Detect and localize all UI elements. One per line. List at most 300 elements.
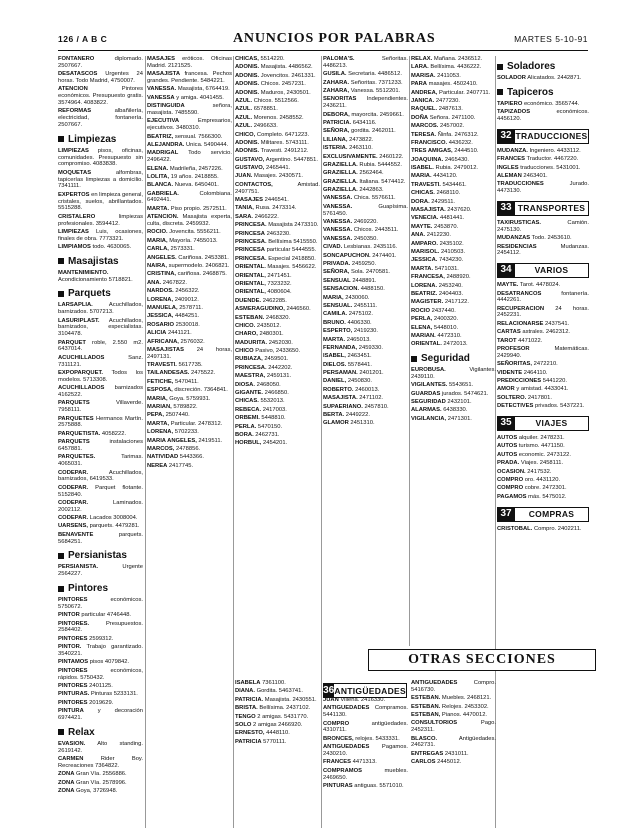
ad-keyword: SEÑORITAS, (497, 361, 532, 368)
classified-ad (411, 140, 496, 147)
classified-ad (411, 720, 496, 734)
ad-text: turismo. 4471150. (517, 443, 565, 450)
ad-keyword: PINTORES (58, 699, 88, 706)
ad-keyword: GABRIELA. (147, 190, 179, 197)
section-number: 34 (497, 263, 515, 278)
classified-ad (58, 385, 143, 399)
classified-ad (147, 438, 232, 445)
classified-ad (497, 321, 589, 328)
ad-text: Cariñosa. 2453381. (176, 254, 229, 261)
classified-ad (58, 302, 143, 316)
bullet-square-icon (497, 89, 503, 95)
classified-ad (411, 695, 496, 702)
ad-text: Maduros, 2430501. (259, 89, 311, 96)
ad-keyword: RAQUEL. (411, 106, 438, 113)
ad-text: fontanería. 4442261. (497, 290, 589, 304)
ad-keyword: SOLO (235, 721, 252, 728)
ad-keyword: ANTIGUEDADES (323, 744, 370, 751)
classified-ad (58, 439, 143, 453)
ad-keyword: CODEPAR. (58, 484, 89, 491)
ad-keyword: PATRICIA. (323, 119, 352, 126)
classified-ad (411, 157, 496, 164)
classified-ad (235, 365, 320, 372)
classified-ad (235, 356, 320, 363)
classified-ad (411, 266, 496, 273)
ad-text: 2432101. (445, 399, 472, 406)
ad-keyword: PEPA, (147, 412, 164, 419)
ad-keyword: FRANCISCO. (411, 139, 448, 146)
ad-keyword: TAROT (497, 337, 517, 344)
ad-text: 2463451. (345, 353, 372, 360)
classified-ad (147, 86, 232, 93)
ad-text: 19 años. 2418855. (169, 173, 219, 180)
ad-text: 2453870. (432, 223, 459, 230)
ad-keyword: AZUL. (235, 106, 253, 113)
ad-text: 2465430. (443, 156, 470, 163)
ad-text: Señoritas. 7371233. (349, 79, 403, 86)
ad-text: 2442202. (266, 364, 293, 371)
ads-column-5 (411, 56, 496, 646)
classified-ad (323, 137, 408, 144)
ad-keyword: PARQUETS (58, 439, 90, 446)
ad-keyword: TERESA. (411, 131, 437, 138)
ad-text: 6438330. (441, 407, 468, 414)
ad-text: y amistad. 4433041. (514, 386, 569, 393)
ad-keyword: DISTINGUIDA (147, 103, 185, 110)
ad-keyword: MARIA, (323, 294, 344, 301)
ad-keyword: ESPERTO, (323, 328, 353, 335)
ad-keyword: MARIAN, (147, 404, 172, 411)
ad-keyword: MAESTRA, (235, 373, 266, 380)
classified-ad (235, 730, 320, 737)
ad-keyword: JESSICA. (411, 257, 438, 264)
ad-text: 2530018. (174, 321, 200, 328)
ad-text: Pintores económicos. Presupuesto gratis. 3574964. 4083822. (58, 86, 143, 106)
ad-text: económicos, rápidos. 5750432. (58, 667, 143, 681)
ad-text: Particular. 2407711. (437, 89, 491, 96)
ad-text: 2475102. (347, 311, 373, 318)
classified-ad (323, 736, 408, 743)
ad-keyword: ERNESTO, (235, 730, 265, 737)
ad-text: Antigüedades. 2462731. (411, 735, 496, 749)
classified-ad (147, 246, 232, 253)
ad-keyword: PARQUETISTA. (58, 430, 101, 437)
ad-keyword: UARSENS, (58, 523, 88, 530)
ad-text: astrales. 2462312. (520, 329, 571, 336)
classified-ad (323, 404, 408, 411)
ad-keyword: ZAHARA. (323, 79, 350, 86)
ad-keyword: PINTOR (58, 612, 80, 619)
ad-keyword: DESATRANCOS (497, 290, 542, 297)
ad-keyword: BRUNO. (323, 319, 346, 326)
classified-ad (411, 165, 496, 172)
classified-ad (235, 281, 320, 288)
ad-text: 2469220. (352, 219, 379, 226)
ad-text: 2460122. (377, 153, 404, 160)
otras-secciones-banner: OTRAS SECCIONES (368, 649, 596, 671)
ads-column-6 (497, 56, 589, 828)
ad-keyword: FERNANDA, (323, 344, 358, 351)
classified-ad (323, 179, 408, 186)
ad-text: Chicos. 5512566. (252, 97, 299, 104)
ad-text: 2480301. (257, 331, 284, 338)
ad-keyword: JOAQUINA. (411, 156, 444, 163)
ad-keyword: TRAVESTI. (147, 362, 177, 369)
ad-text: 2468320. (264, 314, 291, 321)
section-box (497, 416, 589, 431)
ads-column-2 (147, 56, 232, 828)
ad-keyword: ACUCHILLADOS (58, 385, 105, 392)
ad-text: 2449222. (344, 412, 370, 419)
classified-ad (58, 683, 143, 690)
ad-keyword: AMPARO. (411, 240, 438, 247)
ad-text: Goya, 3726948. (74, 787, 118, 794)
ad-text: 2444510. (452, 148, 479, 155)
section-label: TRADUCCIONES (515, 129, 589, 144)
ad-keyword: DORA. (411, 198, 430, 205)
ad-keyword: EXCLUSIVAMENTE. (323, 153, 378, 160)
ad-keyword: EXPERTOS (58, 191, 90, 198)
classified-ad (235, 173, 320, 180)
ad-keyword: NEREA (147, 462, 168, 469)
classified-ad (147, 412, 232, 419)
classified-ad (411, 333, 496, 340)
ad-keyword: JESSICA, (147, 313, 174, 320)
ad-keyword: GUSTAVO, (235, 156, 265, 163)
classified-ad (497, 494, 589, 501)
bullet-square-icon (58, 729, 64, 735)
ad-text: 2465013. (345, 336, 371, 343)
ad-text: instalaciones 6457881. (58, 439, 143, 452)
section-heading (58, 256, 143, 267)
ad-keyword: CHICAS, (235, 56, 259, 62)
ad-keyword: ANTIGUEDADES (323, 705, 370, 712)
ad-text: 2450350. (352, 235, 379, 242)
ad-keyword: MASAJISTA. (323, 395, 358, 402)
ad-text: 2410503. (439, 248, 466, 255)
classified-ad (497, 173, 589, 180)
classified-ad (411, 712, 496, 719)
ad-keyword: MARIA ANGELES, (147, 437, 197, 444)
classified-ad (411, 299, 496, 306)
ad-keyword: ADONIS. (235, 81, 260, 88)
classified-ad (147, 322, 232, 329)
ad-keyword: MAYTE. (497, 282, 519, 289)
ad-keyword: VIGILANCIA, (411, 415, 447, 422)
ad-keyword: MASAJES (147, 56, 176, 62)
classified-ad (323, 204, 408, 218)
ad-keyword: BLANCA. (147, 182, 174, 189)
classified-ad (147, 347, 232, 361)
ad-text: Mañana. 2436512. (432, 56, 483, 62)
ad-keyword: MARTA. (411, 265, 434, 272)
classified-ad (411, 106, 496, 113)
ad-keyword: BRISTA. (235, 705, 258, 712)
classified-ad (58, 515, 143, 522)
ad-keyword: ISABELA (235, 680, 261, 686)
ad-keyword: CAMILA. (323, 311, 348, 318)
ad-text: 4058222. (100, 430, 127, 437)
ad-keyword: PATRICIA. (235, 696, 264, 703)
classified-ad (411, 382, 496, 389)
ad-text: Especial 2418850. (266, 255, 316, 262)
ad-keyword: ANTIGUEDADES (411, 680, 458, 686)
classified-ad (58, 192, 143, 212)
ad-keyword: PARQUETS (58, 400, 90, 407)
ad-keyword: PINTURAS (323, 782, 353, 789)
ad-keyword: LARSAPLIA. (58, 302, 93, 309)
ad-text: Alicatados. 2442871. (526, 75, 582, 81)
classified-ad (497, 395, 589, 402)
ad-text: Traductor. 4467220. (525, 156, 579, 163)
ad-keyword: PATRICIA (235, 738, 262, 745)
ad-keyword: PARA (411, 81, 427, 88)
ad-keyword: LIMPIEZAS (58, 147, 89, 154)
classified-ad (323, 236, 408, 243)
classified-ad (411, 215, 496, 222)
ad-text: 2430060. (343, 294, 370, 301)
classified-ad (497, 338, 589, 345)
ad-text: Chicos. 2443511. (352, 227, 399, 234)
ad-text: Acondicionamiento 5718821. (58, 276, 133, 283)
ad-keyword: PERSAMAN. (323, 370, 358, 377)
ad-keyword: LOLITA, (147, 173, 170, 180)
classified-ad (323, 162, 408, 169)
ad-keyword: CRISTOBAL. (497, 525, 533, 532)
ad-text: 2463110. (347, 145, 373, 152)
ad-keyword: CODEPAR. (58, 469, 89, 476)
ad-keyword: MASAJISTAS (147, 346, 184, 353)
ad-text: 2448891. (350, 277, 377, 284)
ad-keyword: CHICO (235, 348, 254, 355)
section-label: VARIOS (515, 263, 589, 278)
ad-text: Gran Vía. 2556886. (74, 771, 127, 778)
classified-ad (147, 370, 232, 377)
classified-ad (235, 214, 320, 221)
ad-text: 5578441. (346, 361, 372, 368)
ad-keyword: MASAJES (235, 197, 264, 204)
ad-text: Particular. 2478312. (169, 420, 223, 427)
ad-text: 2404403. (437, 290, 464, 297)
ad-text: 7434230. (437, 257, 464, 264)
ad-text: Bellísima. 2437102. (257, 705, 311, 712)
classified-ad (58, 756, 143, 770)
ad-keyword: TAILANDESAS. (147, 370, 190, 377)
ads-column-4 (323, 56, 408, 646)
section-heading-text: Masajistas (68, 255, 119, 267)
ad-keyword: PINTORES. (58, 620, 90, 627)
classified-ad (235, 714, 320, 721)
ad-keyword: PROFESOR (497, 346, 530, 353)
ad-keyword: ANGELES. (147, 254, 177, 261)
ad-text: y amiga. 4041455. (174, 94, 224, 101)
ad-text: 24 horas. 2452231. (497, 305, 589, 319)
ad-keyword: GRAZIELLA. (323, 178, 358, 185)
ad-keyword: DESATASCOS (58, 71, 98, 78)
ad-keyword: DANIEL, (323, 378, 347, 385)
ad-keyword: ADONIS. (235, 139, 260, 146)
ad-text: Laminados. 2002112. (58, 499, 143, 513)
classified-ad (497, 148, 589, 155)
classified-ad (58, 108, 143, 128)
ad-text: sensual. 7566300. (173, 133, 223, 140)
ad-text: Travesti. 2491212. (259, 148, 309, 155)
ad-text: Acuchillados, barnizados. 5707213. (58, 302, 143, 316)
classified-ad (235, 56, 320, 63)
ad-keyword: REFORMAS (58, 108, 92, 115)
classified-ad (235, 298, 320, 305)
ad-text: antiguas. 5571010. (352, 782, 404, 789)
ad-keyword: ELENA. (147, 165, 169, 172)
ad-keyword: CODEPAR. (58, 499, 89, 506)
ad-keyword: PINTOR. (58, 644, 82, 651)
ad-keyword: GLAMOR (323, 420, 349, 427)
classified-ad (58, 691, 143, 698)
ad-keyword: SENSACION. (323, 286, 360, 293)
ad-keyword: CHICAS. (411, 190, 435, 197)
section-number: 32 (497, 129, 515, 144)
classified-ad (323, 387, 408, 394)
ad-text: 2435012. (255, 322, 282, 329)
ad-keyword: PRINCESA (235, 247, 265, 254)
ad-keyword: GRAZIELLA. (323, 170, 358, 177)
ad-keyword: MASAJISTA (147, 71, 181, 78)
ad-keyword: GRAZIELLA. (323, 187, 358, 194)
ad-keyword: MARIA. (411, 173, 432, 180)
ad-text: 2478856. (174, 446, 201, 452)
ad-text: 2477230. (434, 97, 460, 104)
ad-text: 2472013. (441, 341, 468, 348)
ad-text: 2457002. (438, 123, 465, 130)
classified-ad (235, 182, 320, 196)
ad-text: 2487613. (437, 106, 463, 113)
ad-keyword: HORBUL, (235, 440, 262, 447)
ad-text: Vigilantes. 2439110. (411, 367, 496, 380)
ad-keyword: PRINCESA (235, 230, 265, 237)
ad-text: 2019629. (87, 699, 114, 706)
ad-keyword: AUTOS (497, 443, 518, 450)
ad-text: 2471102. (357, 395, 384, 402)
ad-text: 2465441. (264, 165, 291, 172)
classified-ad (58, 355, 143, 369)
ad-text: 2445012. (435, 759, 462, 766)
ad-keyword: AFRICANA, (147, 338, 179, 345)
ad-keyword: ORIENTAL, (235, 280, 266, 287)
section-number: 35 (497, 416, 515, 431)
classified-ad (58, 370, 143, 384)
section-box (497, 201, 589, 216)
classified-ad (497, 403, 589, 410)
classified-ad (323, 721, 408, 735)
bullet-square-icon (497, 64, 503, 70)
ad-keyword: CHICO, (235, 131, 256, 138)
ad-keyword: LILIANA, (323, 136, 348, 143)
ad-text: y decoración 6974421. (58, 708, 143, 721)
ad-text: oro. 4431120. (523, 476, 561, 483)
ad-text: barnizados 4162522. (58, 385, 143, 398)
classified-ad (235, 256, 320, 263)
ad-keyword: ORIENTAL, (235, 289, 266, 296)
classified-ad (323, 244, 408, 251)
ad-text: 2419230. (352, 328, 379, 335)
classified-ad (323, 187, 408, 194)
classified-ad (411, 207, 496, 214)
ad-keyword: ROBERTO. (323, 386, 354, 393)
classified-ad (147, 280, 232, 287)
ad-keyword: ESTEBAN. (411, 703, 441, 710)
ad-keyword: BORA. (235, 431, 254, 438)
section-heading (58, 134, 143, 145)
classified-ad (497, 386, 589, 393)
ad-text: Acuchillados, barnizados, 6419533. (58, 469, 143, 483)
classified-ad (147, 297, 232, 304)
classified-ad (235, 415, 320, 422)
classified-ad (323, 337, 408, 344)
ad-keyword: ESPOSA, (147, 387, 173, 394)
ad-text: alfombras, tapicerías limpiezas a domicilio. 7341111. (58, 169, 143, 190)
ad-keyword: TRADUCCIONES (497, 181, 544, 188)
classified-ad (497, 235, 589, 242)
ad-keyword: GIGANTE. (235, 390, 264, 397)
ad-text: 2412230. (425, 232, 451, 239)
ad-text: Guapísima. 5761450. (323, 203, 408, 217)
classified-ad (411, 416, 496, 423)
ad-text: Compramos. 5441130. (323, 705, 408, 719)
ad-keyword: SOLADOR (497, 75, 526, 81)
ad-keyword: TENGO (235, 713, 256, 720)
ad-keyword: NARDOS. (147, 288, 174, 295)
classified-ad (411, 274, 496, 281)
ad-keyword: MARCOS. (411, 123, 439, 130)
ad-keyword: TRAVESTI. (411, 181, 441, 188)
ad-keyword: MANTENIMIENTO. (58, 269, 109, 276)
classified-ad (323, 345, 408, 352)
section-number: 33 (497, 201, 515, 216)
classified-ad (235, 348, 320, 355)
classified-ad (323, 362, 408, 369)
ad-keyword: ALEJANDRA. (147, 141, 185, 148)
classified-ad (497, 485, 589, 492)
ad-text: más. 5475012. (526, 493, 567, 500)
section-box (497, 129, 589, 144)
ad-keyword: PINTAMOS (58, 659, 89, 666)
classified-ad (58, 400, 143, 414)
classified-ad (323, 286, 408, 293)
ad-keyword: VIDENTE (497, 369, 523, 376)
page-number-label: 126 / A B C (58, 34, 108, 44)
classified-ad (235, 132, 320, 139)
ad-text: 4488150. (359, 286, 385, 293)
classified-ad (235, 407, 320, 414)
classified-ad (147, 166, 232, 173)
classified-ad (411, 115, 496, 122)
ads-column-3 (235, 56, 320, 676)
ad-keyword: SUPAERIANO. (323, 403, 363, 410)
ad-keyword: FRANCES (323, 759, 352, 766)
classified-ad (147, 446, 232, 453)
ad-keyword: PRINCESA. (235, 222, 267, 229)
classified-ad (58, 270, 143, 284)
ad-text: Pinturas 5233131. (89, 691, 138, 698)
ad-keyword: LORENA. (411, 282, 438, 289)
ad-keyword: EXPOPARQUET. (58, 370, 103, 377)
classified-ad (147, 379, 232, 386)
classified-ad (323, 128, 408, 135)
ad-text: Masajista. 2430551. (263, 696, 317, 703)
classified-ad (497, 477, 589, 484)
ad-keyword: PERLA. (235, 423, 257, 430)
ad-keyword: ANA. (411, 232, 426, 239)
